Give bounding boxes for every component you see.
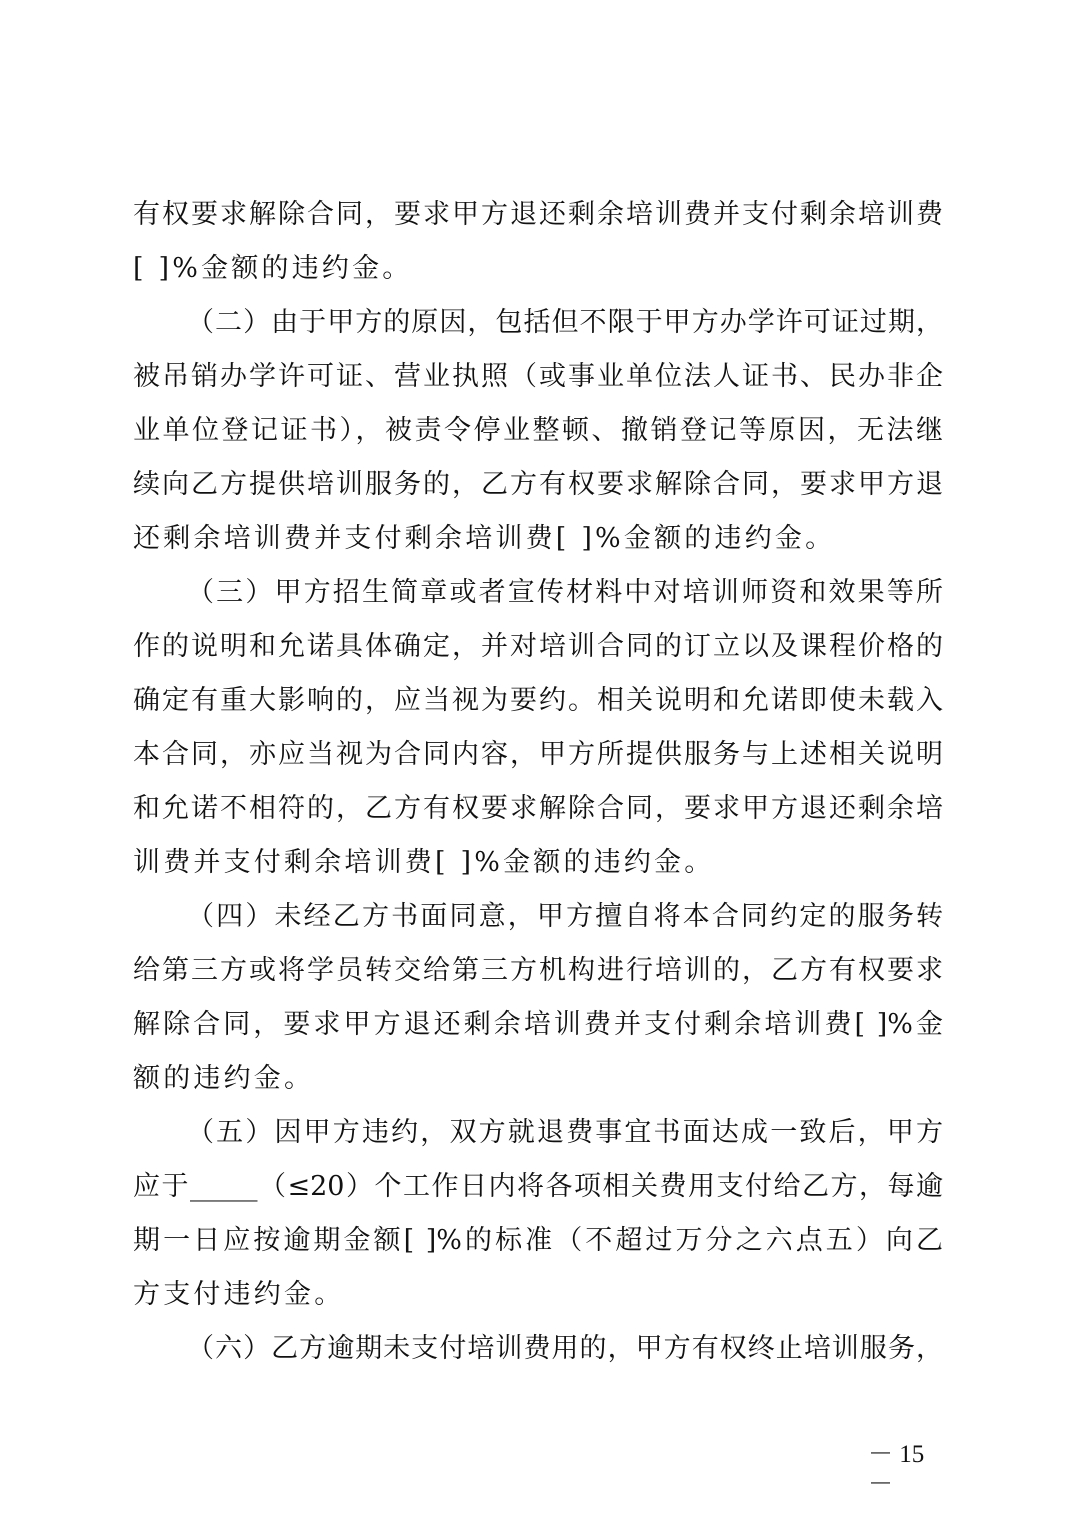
text-line: 作的说明和允诺具体确定，并对培训合同的订立以及课程价格的 (133, 631, 943, 662)
text-line: 本合同，亦应当视为合同内容，甲方所提供服务与上述相关说明 (133, 739, 943, 770)
text-line: 被吊销办学许可证、营业执照（或事业单位法人证书、民办非企 (133, 361, 943, 392)
paragraph-2-first-line: （二）由于甲方的原因，包括但不限于甲方办学许可证过期， (187, 307, 943, 338)
text-line: [ ]%金额的违约金。 (133, 253, 413, 284)
text-line: 给第三方或将学员转交给第三方机构进行培训的，乙方有权要求 (133, 955, 943, 986)
page-number: － 15 － (868, 1441, 925, 1498)
text-line: 续向乙方提供培训服务的，乙方有权要求解除合同，要求甲方退 (133, 469, 943, 500)
text-line: 训费并支付剩余培训费[ ]%金额的违约金。 (133, 847, 715, 878)
text-line: 业单位登记证书），被责令停业整顿、撤销登记等原因，无法继 (133, 415, 943, 446)
paragraph-4-first-line: （四）未经乙方书面同意，甲方擅自将本合同约定的服务转 (187, 901, 943, 932)
text-line: 还剩余培训费并支付剩余培训费[ ]%金额的违约金。 (133, 523, 836, 554)
text-line: 解除合同，要求甲方退还剩余培训费并支付剩余培训费[ ]%金 (133, 1009, 943, 1040)
text-line: 期一日应按逾期金额[ ]%的标准（不超过万分之六点五）向乙 (133, 1225, 943, 1256)
text-line: 方支付违约金。 (133, 1279, 345, 1310)
paragraph-5-first-line: （五）因甲方违约，双方就退费事宜书面达成一致后，甲方 (187, 1117, 943, 1148)
text-line: 确定有重大影响的，应当视为要约。相关说明和允诺即使未载入 (133, 685, 943, 716)
text-line: 和允诺不相符的，乙方有权要求解除合同，要求甲方退还剩余培 (133, 793, 943, 824)
paragraph-6-first-line: （六）乙方逾期未支付培训费用的，甲方有权终止培训服务， (187, 1333, 943, 1364)
text-line: 有权要求解除合同，要求甲方退还剩余培训费并支付剩余培训费 (133, 199, 943, 230)
text-line: 额的违约金。 (133, 1063, 315, 1094)
text-line: 应于_____（≤20）个工作日内将各项相关费用支付给乙方，每逾 (133, 1171, 943, 1202)
paragraph-3-first-line: （三）甲方招生简章或者宣传材料中对培训师资和效果等所 (187, 577, 943, 608)
